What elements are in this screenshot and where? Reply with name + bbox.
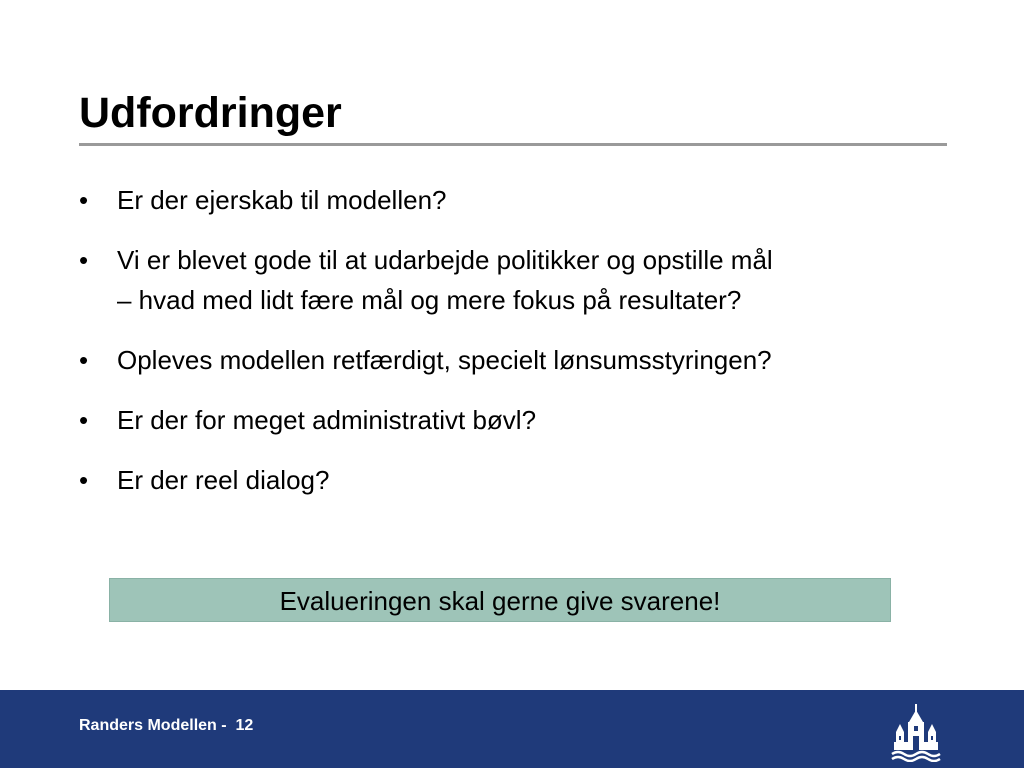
bullet-list xyxy=(79,180,959,520)
bullet-text: Er der reel dialog? xyxy=(117,465,330,495)
bullet-text: Opleves modellen retfærdigt, specielt lønsumsstyringen? xyxy=(117,345,772,375)
bullet-item xyxy=(79,180,959,220)
bullet-item xyxy=(79,400,959,440)
callout-box xyxy=(109,578,891,622)
footer-label xyxy=(79,715,253,737)
bullet-text: Er der ejerskab til modellen? xyxy=(117,185,447,215)
bullet-text-continuation: – hvad med lidt fære mål og mere fokus på resultater? xyxy=(117,285,742,315)
bullet-text: Vi er blevet gode til at udarbejde politikker og opstille mål xyxy=(117,245,773,275)
title-divider xyxy=(79,143,947,146)
bullet-icon: • xyxy=(79,345,89,375)
footer-title: Randers Modellen - xyxy=(79,717,227,734)
page-number: 12 xyxy=(235,717,254,734)
bullet-item xyxy=(79,460,959,500)
bullet-text: Er der for meget administrativt bøvl? xyxy=(117,405,537,435)
bullet-icon: • xyxy=(79,465,89,495)
randers-crest-icon xyxy=(888,702,944,762)
bullet-icon: • xyxy=(79,245,89,275)
bullet-item xyxy=(79,340,959,380)
slide-title: Udfordringer xyxy=(79,89,342,137)
bullet-icon: • xyxy=(79,405,89,435)
bullet-icon: • xyxy=(79,185,89,215)
callout-text: Evalueringen skal gerne give svarene! xyxy=(279,586,721,616)
bullet-item xyxy=(79,240,959,320)
